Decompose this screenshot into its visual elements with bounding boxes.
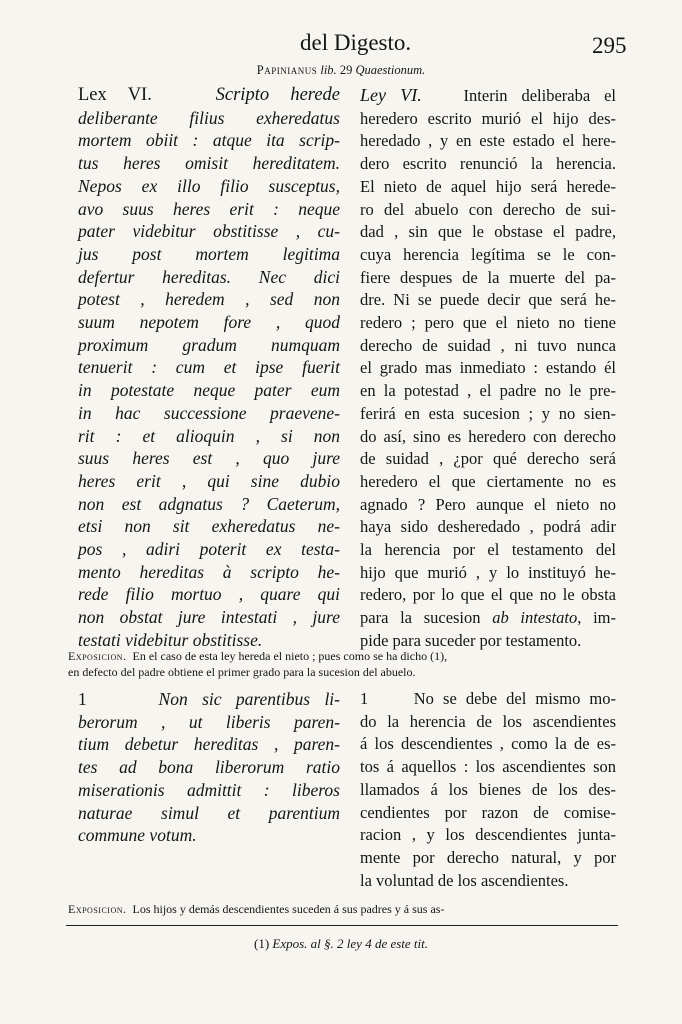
spanish-line: El nieto de aquel hijo será herede- (360, 176, 616, 196)
latin-line: heres erit , qui sine dubio (78, 470, 340, 491)
spanish-line: en la potestad , el padre no le pre- (360, 381, 616, 401)
source-book: lib. (320, 63, 337, 77)
spanish-line-text: Interin deliberaba el (463, 86, 616, 105)
latin-line: in potestate neque pater eum (78, 380, 340, 401)
latin-line: tus heres omisit hereditatem. (78, 153, 340, 174)
spanish-line (360, 607, 616, 630)
italic-phrase: ab intestato (492, 608, 578, 628)
spanish-line: heredero el que ciertamente no es (360, 471, 616, 491)
spanish-line: dre. Ni se puede decir que será he- (360, 290, 616, 310)
latin-line: defertur hereditas. Nec dici (78, 266, 340, 287)
latin-line: rede filio mortuo , quare qui (78, 584, 340, 605)
spanish-line: pide para suceder por testamento. (360, 630, 582, 650)
latin-line: in hac successione praevene- (78, 402, 340, 423)
source-citation (0, 63, 682, 78)
spanish-line: el grado mas inmediato : estando él (360, 358, 616, 378)
latin-line: avo suus heres erit : neque (78, 198, 340, 219)
section-number-latin: 1 (78, 689, 87, 709)
law-label-latin: Lex VI. (78, 85, 152, 105)
spanish-line-text: , im- (577, 608, 617, 628)
latin-column-section-1 (78, 688, 340, 847)
spanish-line: do así, sino es heredero con derecho (360, 426, 616, 446)
footnote-divider (66, 925, 618, 926)
running-header-title: del Digesto. (300, 30, 412, 55)
spanish-line: cuya herencia legítima se le con- (360, 244, 616, 264)
spanish-line: heredero escrito murió el hijo des- (360, 108, 616, 128)
exposition-line (68, 901, 616, 917)
latin-line: suum nepotem fore , quod (78, 312, 340, 333)
spanish-line (360, 688, 616, 711)
latin-line-text: Scripto herede (215, 85, 340, 105)
latin-line: etsi non sit exheredatus ne- (78, 516, 340, 537)
source-work: Quaestionum. (355, 63, 426, 77)
latin-line: commune votum. (78, 825, 197, 846)
source-book-number: 29 (339, 63, 353, 77)
spanish-line: la herencia por el testamento del (360, 540, 616, 560)
spanish-line: fiere despues de la muerte del pa- (360, 267, 616, 287)
exposition-note (68, 648, 616, 680)
spanish-line-text: No se debe del mismo mo- (413, 689, 616, 708)
source-author: Papinianus (256, 63, 318, 77)
latin-line: pater videbitur obstitisse , cu- (78, 221, 340, 242)
spanish-line (360, 84, 616, 108)
section-number-spanish: 1 (360, 689, 369, 708)
spanish-line: agnado ? Pero aunque el nieto no (360, 494, 616, 514)
spanish-line: ro del abuelo con derecho de sui- (360, 199, 616, 219)
latin-line: berorum , ut liberis paren- (78, 711, 340, 732)
latin-line: tes ad bona liberorum ratio (78, 757, 340, 778)
spanish-line: tos á aquellos : los ascendientes son (360, 757, 616, 777)
footnote (0, 936, 682, 952)
exposition-text: en defecto del padre obtiene el primer grado para la sucesion del abuelo. (68, 665, 416, 679)
latin-line: deliberante filius exheredatus (78, 107, 340, 128)
latin-line: non obstat jure intestati , jure (78, 607, 340, 628)
latin-line: jus post mortem legitima (78, 243, 340, 264)
exposition-text: En el caso de esta ley hereda el nieto ; pues como se ha dicho (1), (132, 649, 448, 663)
spanish-column-section-1 (360, 688, 616, 892)
spanish-line: redero ; pero que el nieto no tiene (360, 313, 616, 333)
spanish-line-text: para la sucesion (360, 608, 481, 628)
spanish-line: heredado , y en este estado el here- (360, 131, 616, 151)
page-number: 295 (592, 33, 627, 58)
latin-line: proximum gradum numquam (78, 334, 340, 355)
latin-line: tenuerit : cum et ipse fuerit (78, 357, 340, 378)
spanish-line: racion , y los descendientes junta- (360, 825, 616, 845)
exposition-text: Los hijos y demás descendientes suceden á sus padres y á sus as- (132, 902, 445, 916)
latin-column-law (78, 84, 340, 652)
exposition-label: Exposicion. (68, 649, 127, 663)
spanish-line: la voluntad de los ascendientes. (360, 870, 569, 890)
spanish-line: á los descendientes , como la de es- (360, 734, 616, 754)
latin-line (78, 688, 340, 711)
law-label-spanish: Ley VI. (360, 85, 422, 105)
latin-line: mortem obiit : atque ita scrip- (78, 130, 340, 151)
footnote-marker: (1) (253, 936, 270, 951)
spanish-line: mente por derecho natural, y por (360, 847, 616, 867)
spanish-line: hijo que murió , y lo instituyó he- (360, 562, 616, 582)
latin-line: suus heres est , quo jure (78, 448, 340, 469)
latin-line (78, 84, 340, 107)
exposition-line (68, 648, 616, 664)
latin-line: Nepos ex illo filio susceptus, (78, 175, 340, 196)
latin-line: testati videbitur obstitisse. (78, 629, 263, 650)
latin-line: pos , adiri poterit ex testa- (78, 539, 340, 560)
spanish-column-law (360, 84, 616, 653)
latin-line: mento hereditas à scripto he- (78, 561, 340, 582)
latin-line: naturae simul et parentium (78, 802, 340, 823)
spanish-line: cendientes por razon de comise- (360, 802, 616, 822)
spanish-line: llamados á los bienes de los des- (360, 779, 616, 799)
spanish-line: redero, por lo que el que no le obsta (360, 585, 616, 605)
latin-line: tium debetur hereditas , paren- (78, 734, 340, 755)
exposition-label: Exposicion. (68, 902, 127, 916)
latin-line: non est adgnatus ? Caeterum, (78, 493, 340, 514)
spanish-line: derecho de suidad , ni tuvo nunca (360, 335, 616, 355)
spanish-line: do la herencia de los ascendientes (360, 711, 616, 731)
spanish-line: de suidad , ¿por qué derecho será (360, 449, 616, 469)
latin-line: rit : et alioquin , si non (78, 425, 340, 446)
spanish-line: haya sido desheredado , podrá adir (360, 517, 616, 537)
latin-line-text: Non sic parentibus li- (158, 689, 340, 709)
footnote-text: Expos. al §. 2 ley 4 de este tit. (272, 936, 429, 951)
exposition-note-2 (68, 901, 616, 917)
latin-line: potest , heredem , sed non (78, 289, 340, 310)
spanish-line: ferirá en esta sucesion ; y no sien- (360, 403, 616, 423)
spanish-line: dad , sin que le obstase el padre, (360, 222, 616, 242)
spanish-line: dero escrito renunció la herencia. (360, 154, 616, 174)
latin-line: miserationis admittit : liberos (78, 779, 340, 800)
